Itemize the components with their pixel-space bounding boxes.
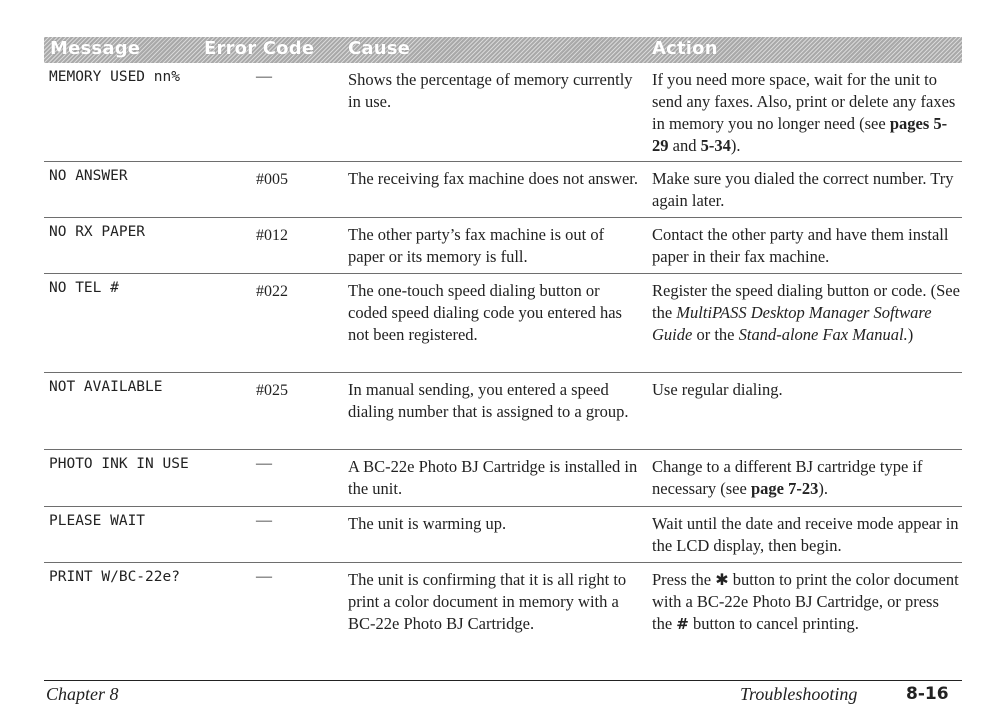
- action-text: button to cancel printing.: [688, 614, 859, 633]
- action-cell: [652, 69, 960, 157]
- cause-cell: The receiving fax machine does not answer.: [348, 169, 639, 188]
- action-text: and: [668, 136, 701, 155]
- action-cell: Contact the other party and have them install paper in their fax machine.: [652, 225, 949, 266]
- message-cell: NO RX PAPER: [49, 224, 146, 240]
- action-text: Register the speed dialing button or code. (See the: [652, 281, 960, 322]
- header-cause: Cause: [348, 38, 411, 59]
- pound-key-icon: #: [676, 615, 689, 633]
- action-text: Change to a different BJ cartridge type if necessary (see: [652, 457, 923, 498]
- cause-cell: A BC-22e Photo BJ Cartridge is installed in the unit.: [348, 457, 638, 498]
- action-text: ).: [818, 479, 828, 498]
- table-row: [44, 274, 962, 373]
- action-text: button to print the color document with a BC-22e Photo BJ Cartridge, or press the: [652, 570, 959, 633]
- header-error-code: Error Code: [204, 38, 315, 59]
- table-row: [44, 63, 962, 162]
- message-cell: PLEASE WAIT: [49, 513, 146, 529]
- header-message: Message: [50, 38, 141, 59]
- page-reference: pages 5-29: [652, 114, 948, 155]
- table-header: [44, 37, 962, 63]
- cause-cell: In manual sending, you entered a speed dialing number that is assigned to a group.: [348, 380, 629, 421]
- message-cell: NOT AVAILABLE: [49, 379, 163, 395]
- table-row: [44, 373, 962, 450]
- document-title: Stand-alone Fax Manual.: [738, 325, 908, 344]
- error-code-cell: —: [256, 568, 272, 585]
- cause-cell: The other party’s fax machine is out of paper or its memory is full.: [348, 225, 605, 266]
- action-text: ).: [730, 136, 741, 155]
- message-cell: NO TEL #: [49, 280, 119, 296]
- cause-cell: The one-touch speed dialing button or coded speed dialing code you entered has not been registered.: [348, 281, 622, 344]
- action-text: Press the: [652, 570, 716, 589]
- page-reference: 5-34: [700, 136, 731, 155]
- error-code-cell: #012: [256, 227, 288, 244]
- action-cell: [652, 456, 960, 500]
- action-text: ): [907, 325, 914, 344]
- error-code-cell: —: [256, 68, 272, 85]
- footer-chapter: Chapter 8: [46, 684, 119, 704]
- footer-rule: [44, 680, 962, 681]
- star-key-icon: ✱: [715, 570, 729, 589]
- action-text: If you need more space, wait for the unit to send any faxes. Also, print or delete any faxes in memory you no longer need (see: [652, 70, 956, 133]
- error-message-table: [44, 37, 962, 663]
- error-code-cell: #005: [256, 171, 288, 188]
- cause-cell: The unit is confirming that it is all right to print a color document in memory with a BC-22e Photo BJ Cartridge.: [348, 570, 627, 633]
- table-row: [44, 563, 962, 663]
- error-code-cell: #022: [256, 283, 288, 300]
- footer-section: Troubleshooting: [740, 684, 858, 704]
- action-text: or the: [692, 325, 739, 344]
- action-cell: Make sure you dialed the correct number. Try again later.: [652, 169, 954, 210]
- error-code-cell: #025: [256, 382, 288, 399]
- message-cell: PRINT W/BC-22e?: [49, 569, 180, 585]
- page-reference: page 7-23: [750, 479, 819, 498]
- header-action: Action: [652, 38, 718, 59]
- table-row: [44, 218, 962, 274]
- page-number: 8-16: [906, 684, 949, 704]
- action-cell: [652, 280, 960, 346]
- table-row: [44, 507, 962, 563]
- action-cell: Use regular dialing.: [652, 380, 783, 399]
- action-cell: [652, 569, 960, 635]
- message-cell: MEMORY USED nn%: [49, 69, 180, 85]
- table-row: [44, 450, 962, 507]
- message-cell: NO ANSWER: [49, 168, 128, 184]
- message-cell: PHOTO INK IN USE: [49, 456, 189, 472]
- cause-cell: Shows the percentage of memory currently in use.: [348, 70, 633, 111]
- cause-cell: The unit is warming up.: [348, 514, 507, 533]
- error-code-cell: —: [256, 512, 272, 529]
- table-row: [44, 162, 962, 218]
- action-cell: Wait until the date and receive mode appear in the LCD display, then begin.: [652, 514, 959, 555]
- document-title: MultiPASS Desktop Manager Software Guide: [652, 303, 932, 344]
- error-code-cell: —: [256, 455, 272, 472]
